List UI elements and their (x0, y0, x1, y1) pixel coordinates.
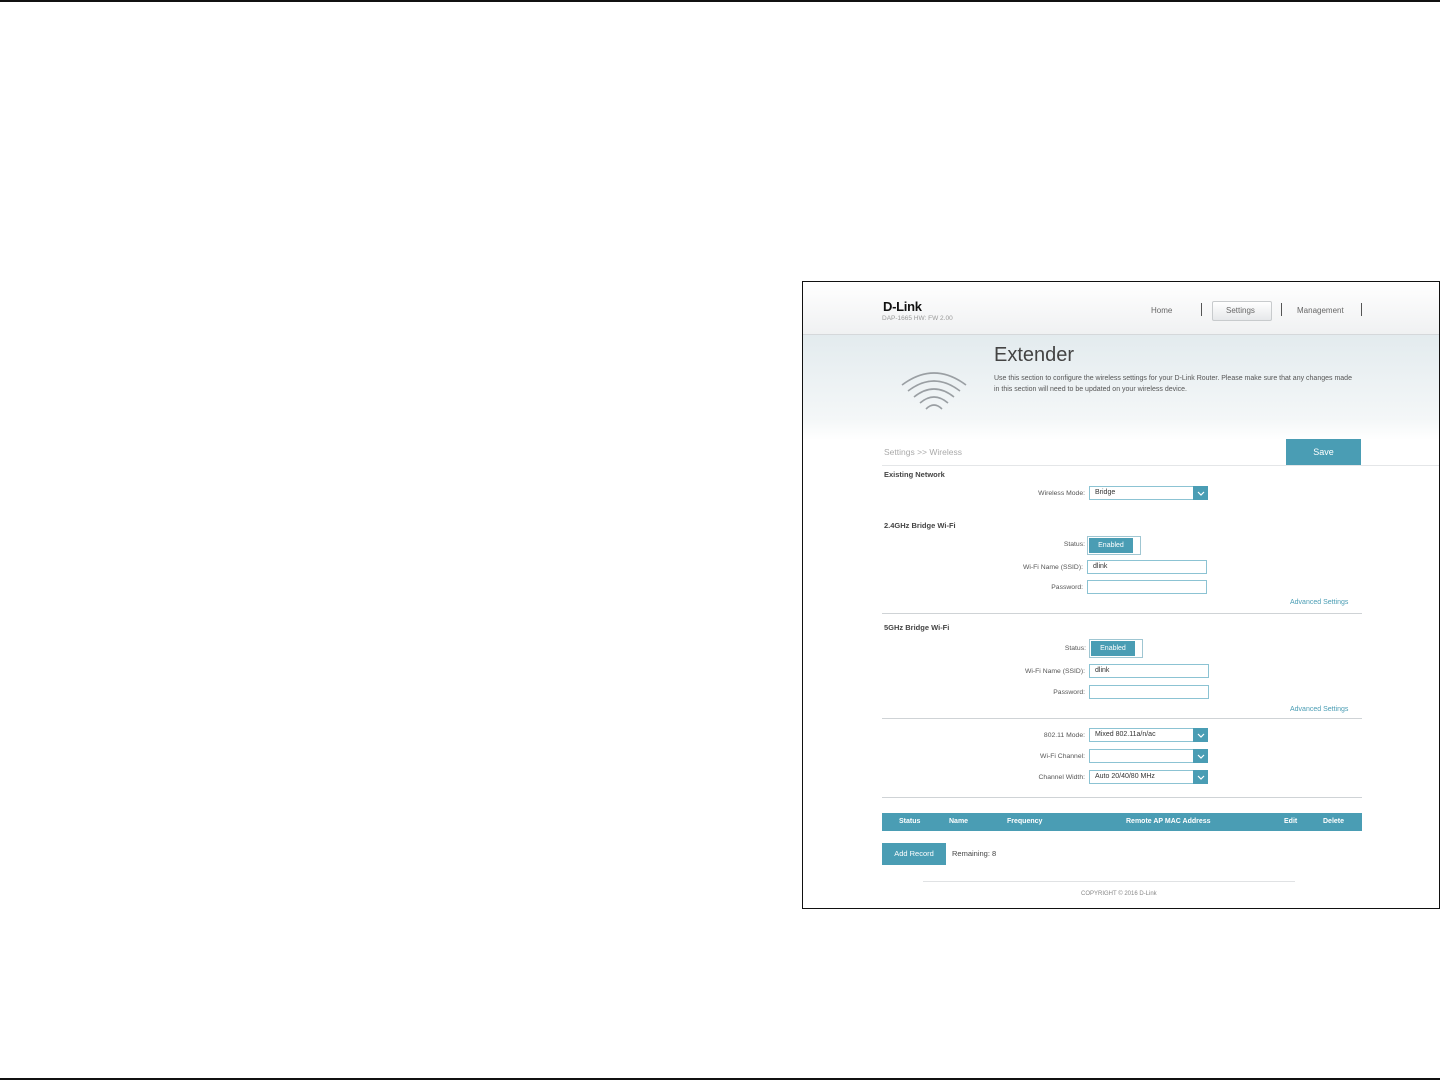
nav-settings[interactable]: Settings (1226, 306, 1255, 315)
bridge-24-title: 2.4GHz Bridge Wi-Fi (884, 521, 956, 530)
bridge-24-ssid-label: Wi-Fi Name (SSID): (1022, 564, 1083, 571)
bridge-5-ssid-input[interactable]: dlink (1089, 664, 1209, 678)
footer-divider (923, 881, 1295, 882)
channel-width-value: Auto 20/40/80 MHz (1095, 773, 1155, 780)
nav-management[interactable]: Management (1297, 306, 1344, 315)
nav-home[interactable]: Home (1151, 306, 1173, 315)
nav-separator (1201, 303, 1202, 316)
column-status: Status (899, 818, 921, 825)
bridge-24-status-label: Status: (1063, 541, 1085, 548)
wireless-mode-label: Wireless Mode: (1038, 490, 1085, 497)
bridge-24-password-label: Password: (1051, 584, 1083, 591)
column-frequency: Frequency (1007, 818, 1043, 825)
mode-value: Mixed 802.11a/n/ac (1095, 731, 1156, 738)
mode-label: 802.11 Mode: (1043, 732, 1085, 739)
column-edit: Edit (1284, 818, 1298, 825)
save-button[interactable]: Save (1286, 439, 1361, 465)
bridge-5-advanced-settings-link[interactable]: Advanced Settings (1290, 706, 1349, 713)
bridge-24-status-toggle[interactable] (1087, 536, 1141, 555)
channel-label: Wi-Fi Channel: (1040, 753, 1085, 760)
bridge-5-title: 5GHz Bridge Wi-Fi (884, 623, 950, 632)
nav-separator (1361, 303, 1362, 316)
chevron-down-icon (1193, 749, 1208, 763)
records-table-header (882, 813, 1362, 831)
mode-select[interactable] (1089, 728, 1208, 742)
toggle-enabled-label: Enabled (1091, 641, 1135, 656)
model-info: DAP-1665 HW: FW 2.00 (882, 315, 953, 322)
channel-width-select[interactable] (1089, 770, 1208, 784)
divider (882, 718, 1362, 719)
bridge-5-password-label: Password: (1053, 689, 1085, 696)
page-top-rule (0, 0, 1440, 2)
wireless-mode-select[interactable] (1089, 486, 1208, 500)
bridge-5-status-toggle[interactable] (1089, 639, 1143, 658)
wifi-signal-icon (899, 367, 969, 417)
copyright: COPYRIGHT © 2016 D-Link (1081, 891, 1157, 897)
toggle-enabled-label: Enabled (1089, 538, 1133, 553)
bridge-5-ssid-label: Wi-Fi Name (SSID): (1024, 668, 1085, 675)
router-ui-screenshot (802, 281, 1440, 909)
chevron-down-icon (1193, 728, 1208, 742)
page-description: Use this section to configure the wireless settings for your D-Link Router. Please make sure that any changes made in this section will need to be updated on your wireless device. (994, 375, 1352, 393)
bridge-5-status-label: Status: (1064, 645, 1086, 652)
chevron-down-icon (1193, 486, 1208, 500)
chevron-down-icon (1193, 770, 1208, 784)
add-record-button[interactable]: Add Record (882, 843, 946, 865)
page-title: Extender (994, 344, 1075, 366)
bridge-24-advanced-settings-link[interactable]: Advanced Settings (1290, 599, 1349, 606)
existing-network-title: Existing Network (884, 470, 945, 479)
nav-separator (1281, 303, 1282, 316)
column-name: Name (949, 818, 969, 825)
channel-select[interactable] (1089, 749, 1208, 763)
bridge-24-password-input[interactable] (1087, 580, 1207, 594)
column-delete: Delete (1323, 818, 1345, 825)
channel-width-label: Channel Width: (1038, 774, 1085, 781)
wireless-mode-value: Bridge (1095, 489, 1116, 496)
divider (882, 797, 1362, 798)
column-remote-mac: Remote AP MAC Address (1126, 818, 1211, 825)
bridge-5-password-input[interactable] (1089, 685, 1209, 699)
dlink-logo: D-Link (883, 299, 922, 314)
divider (882, 465, 1439, 466)
divider (882, 613, 1362, 614)
remaining-count: Remaining: 8 (952, 849, 997, 858)
breadcrumb: Settings >> Wireless (884, 447, 962, 457)
bridge-24-ssid-input[interactable]: dlink (1087, 560, 1207, 574)
page-bottom-rule (0, 1078, 1440, 1080)
